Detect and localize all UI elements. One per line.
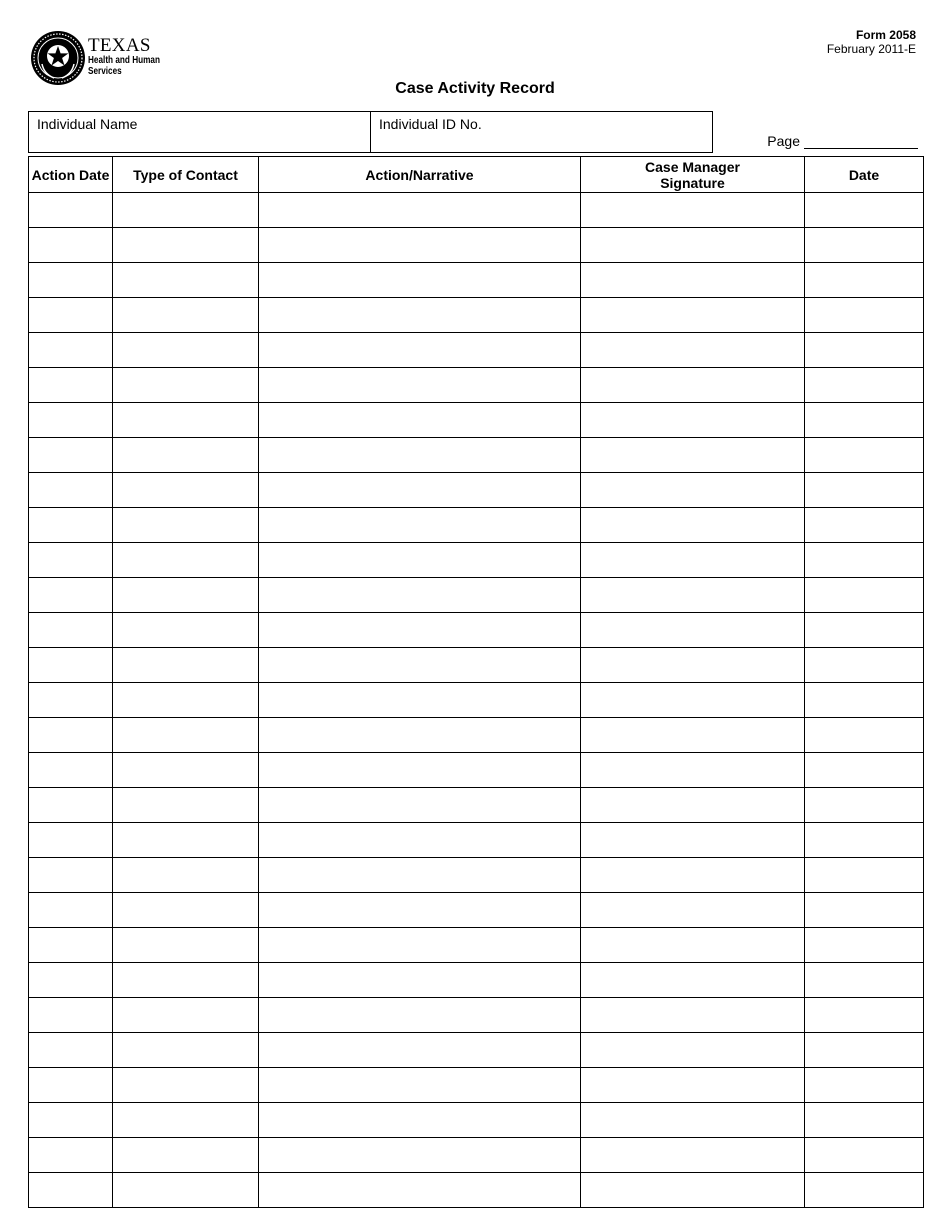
action-date-cell[interactable] [29, 718, 113, 753]
case-manager-signature-cell[interactable] [581, 193, 805, 228]
type-of-contact-cell[interactable] [113, 683, 259, 718]
page-label: Page [767, 133, 800, 149]
type-of-contact-cell[interactable] [113, 578, 259, 613]
date-cell[interactable] [805, 998, 924, 1033]
action-narrative-cell[interactable] [259, 753, 581, 788]
table-row [29, 543, 924, 578]
table-row [29, 403, 924, 438]
table-row [29, 508, 924, 543]
action-narrative-cell[interactable] [259, 263, 581, 298]
action-date-cell[interactable] [29, 788, 113, 823]
case-manager-signature-cell[interactable] [581, 1068, 805, 1103]
case-manager-signature-cell[interactable] [581, 683, 805, 718]
action-date-cell[interactable] [29, 263, 113, 298]
action-narrative-cell[interactable] [259, 1103, 581, 1138]
case-manager-signature-cell[interactable] [581, 998, 805, 1033]
case-manager-signature-cell[interactable] [581, 578, 805, 613]
action-date-cell[interactable] [29, 683, 113, 718]
action-narrative-cell[interactable] [259, 403, 581, 438]
individual-id-field[interactable] [370, 112, 712, 152]
type-of-contact-cell[interactable] [113, 893, 259, 928]
action-narrative-cell[interactable] [259, 543, 581, 578]
date-cell[interactable] [805, 753, 924, 788]
action-date-cell[interactable] [29, 998, 113, 1033]
action-narrative-cell[interactable] [259, 823, 581, 858]
column-header-action-date: Action Date [29, 157, 113, 193]
table-row [29, 1068, 924, 1103]
action-date-cell[interactable] [29, 508, 113, 543]
type-of-contact-cell[interactable] [113, 438, 259, 473]
table-row [29, 998, 924, 1033]
case-manager-signature-cell[interactable] [581, 1033, 805, 1068]
table-row [29, 298, 924, 333]
table-row [29, 578, 924, 613]
case-manager-signature-cell[interactable] [581, 543, 805, 578]
type-of-contact-cell[interactable] [113, 823, 259, 858]
date-cell[interactable] [805, 263, 924, 298]
action-date-cell[interactable] [29, 928, 113, 963]
column-header-case-manager-signature [581, 157, 805, 193]
column-header-type-of-contact: Type of Contact [113, 157, 259, 193]
case-manager-signature-cell[interactable] [581, 788, 805, 823]
agency-subname-2: Services [88, 66, 122, 77]
action-narrative-cell[interactable] [259, 508, 581, 543]
action-narrative-cell[interactable] [259, 1068, 581, 1103]
action-date-cell[interactable] [29, 298, 113, 333]
case-manager-signature-cell[interactable] [581, 823, 805, 858]
date-cell[interactable] [805, 823, 924, 858]
case-manager-signature-cell[interactable] [581, 858, 805, 893]
page-number-field [767, 131, 918, 149]
action-date-cell[interactable] [29, 403, 113, 438]
action-narrative-cell[interactable] [259, 1138, 581, 1173]
action-narrative-cell[interactable] [259, 858, 581, 893]
action-narrative-cell[interactable] [259, 613, 581, 648]
table-row [29, 788, 924, 823]
type-of-contact-cell[interactable] [113, 508, 259, 543]
table-row [29, 333, 924, 368]
table-row [29, 368, 924, 403]
case-manager-signature-cell[interactable] [581, 1138, 805, 1173]
table-row [29, 193, 924, 228]
date-cell[interactable] [805, 1173, 924, 1208]
case-manager-signature-cell[interactable] [581, 1173, 805, 1208]
action-narrative-cell[interactable] [259, 1033, 581, 1068]
individual-name-field[interactable] [29, 112, 370, 152]
date-cell[interactable] [805, 1068, 924, 1103]
table-row [29, 823, 924, 858]
date-cell[interactable] [805, 228, 924, 263]
table-row [29, 1103, 924, 1138]
type-of-contact-cell[interactable] [113, 543, 259, 578]
date-cell[interactable] [805, 1033, 924, 1068]
type-of-contact-cell[interactable] [113, 263, 259, 298]
date-cell[interactable] [805, 613, 924, 648]
case-manager-signature-cell[interactable] [581, 613, 805, 648]
column-header-case-manager-line1: Case Manager [645, 158, 740, 175]
date-cell[interactable] [805, 858, 924, 893]
action-date-cell[interactable] [29, 543, 113, 578]
action-date-cell[interactable] [29, 193, 113, 228]
date-cell[interactable] [805, 578, 924, 613]
table-row [29, 893, 924, 928]
action-date-cell[interactable] [29, 613, 113, 648]
date-cell[interactable] [805, 648, 924, 683]
case-manager-signature-cell[interactable] [581, 333, 805, 368]
form-identifier [827, 28, 916, 56]
action-date-cell[interactable] [29, 858, 113, 893]
table-row [29, 928, 924, 963]
table-row [29, 858, 924, 893]
case-manager-signature-cell[interactable] [581, 753, 805, 788]
action-date-cell[interactable] [29, 228, 113, 263]
table-body [29, 193, 924, 1208]
table-row [29, 228, 924, 263]
column-header-case-manager-line2: Signature [660, 174, 725, 191]
type-of-contact-cell[interactable] [113, 193, 259, 228]
type-of-contact-cell[interactable] [113, 1103, 259, 1138]
type-of-contact-cell[interactable] [113, 788, 259, 823]
case-manager-signature-cell[interactable] [581, 928, 805, 963]
agency-name: TEXAS [88, 35, 151, 56]
action-date-cell[interactable] [29, 963, 113, 998]
type-of-contact-cell[interactable] [113, 368, 259, 403]
action-date-cell[interactable] [29, 753, 113, 788]
type-of-contact-cell[interactable] [113, 928, 259, 963]
action-date-cell[interactable] [29, 333, 113, 368]
action-narrative-cell[interactable] [259, 718, 581, 753]
case-manager-signature-cell[interactable] [581, 368, 805, 403]
date-cell[interactable] [805, 368, 924, 403]
case-manager-signature-cell[interactable] [581, 718, 805, 753]
action-narrative-cell[interactable] [259, 473, 581, 508]
date-cell[interactable] [805, 893, 924, 928]
action-narrative-cell[interactable] [259, 333, 581, 368]
case-activity-table [28, 156, 924, 1208]
action-narrative-cell[interactable] [259, 193, 581, 228]
texas-star-seal-icon [30, 30, 86, 86]
case-manager-signature-cell[interactable] [581, 1103, 805, 1138]
type-of-contact-cell[interactable] [113, 858, 259, 893]
type-of-contact-cell[interactable] [113, 718, 259, 753]
action-date-cell[interactable] [29, 1103, 113, 1138]
date-cell[interactable] [805, 1103, 924, 1138]
action-narrative-cell[interactable] [259, 893, 581, 928]
date-cell[interactable] [805, 193, 924, 228]
type-of-contact-cell[interactable] [113, 473, 259, 508]
form-number: Form 2058 [855, 28, 916, 42]
case-manager-signature-cell[interactable] [581, 263, 805, 298]
action-date-cell[interactable] [29, 368, 113, 403]
type-of-contact-cell[interactable] [113, 998, 259, 1033]
type-of-contact-cell[interactable] [113, 963, 259, 998]
case-manager-signature-cell[interactable] [581, 473, 805, 508]
table-row [29, 1138, 924, 1173]
table-row [29, 1173, 924, 1208]
action-narrative-cell[interactable] [259, 298, 581, 333]
table-row [29, 473, 924, 508]
case-manager-signature-cell[interactable] [581, 963, 805, 998]
table-row [29, 963, 924, 998]
type-of-contact-cell[interactable] [113, 1068, 259, 1103]
table-row [29, 1033, 924, 1068]
table-row [29, 263, 924, 298]
date-cell[interactable] [805, 683, 924, 718]
individual-id-label: Individual ID No. [379, 116, 482, 132]
column-header-date: Date [805, 157, 924, 193]
table-row [29, 438, 924, 473]
action-date-cell[interactable] [29, 648, 113, 683]
action-narrative-cell[interactable] [259, 998, 581, 1033]
action-narrative-cell[interactable] [259, 1173, 581, 1208]
case-manager-signature-cell[interactable] [581, 438, 805, 473]
type-of-contact-cell[interactable] [113, 228, 259, 263]
date-cell[interactable] [805, 1138, 924, 1173]
date-cell[interactable] [805, 298, 924, 333]
table-row [29, 613, 924, 648]
action-date-cell[interactable] [29, 1138, 113, 1173]
action-date-cell[interactable] [29, 823, 113, 858]
action-narrative-cell[interactable] [259, 963, 581, 998]
type-of-contact-cell[interactable] [113, 298, 259, 333]
date-cell[interactable] [805, 333, 924, 368]
type-of-contact-cell[interactable] [113, 613, 259, 648]
date-cell[interactable] [805, 473, 924, 508]
table-row [29, 753, 924, 788]
form-revision: February 2011-E [826, 42, 916, 56]
type-of-contact-cell[interactable] [113, 333, 259, 368]
type-of-contact-cell[interactable] [113, 1033, 259, 1068]
action-date-cell[interactable] [29, 1068, 113, 1103]
action-date-cell[interactable] [29, 578, 113, 613]
action-narrative-cell[interactable] [259, 438, 581, 473]
table-row [29, 648, 924, 683]
action-date-cell[interactable] [29, 893, 113, 928]
case-manager-signature-cell[interactable] [581, 648, 805, 683]
type-of-contact-cell[interactable] [113, 648, 259, 683]
case-manager-signature-cell[interactable] [581, 403, 805, 438]
page-number-input[interactable] [804, 131, 918, 149]
type-of-contact-cell[interactable] [113, 403, 259, 438]
date-cell[interactable] [805, 403, 924, 438]
case-manager-signature-cell[interactable] [581, 228, 805, 263]
date-cell[interactable] [805, 508, 924, 543]
case-manager-signature-cell[interactable] [581, 893, 805, 928]
individual-name-label: Individual Name [37, 116, 138, 132]
action-narrative-cell[interactable] [259, 788, 581, 823]
action-date-cell[interactable] [29, 438, 113, 473]
table-row [29, 683, 924, 718]
agency-subname: Health and Human [88, 55, 160, 66]
date-cell[interactable] [805, 438, 924, 473]
date-cell[interactable] [805, 928, 924, 963]
case-manager-signature-cell[interactable] [581, 508, 805, 543]
date-cell[interactable] [805, 963, 924, 998]
type-of-contact-cell[interactable] [113, 1173, 259, 1208]
individual-info-box [28, 111, 713, 153]
action-date-cell[interactable] [29, 1173, 113, 1208]
action-narrative-cell[interactable] [259, 368, 581, 403]
date-cell[interactable] [805, 718, 924, 753]
table-header-row [29, 157, 924, 193]
type-of-contact-cell[interactable] [113, 1138, 259, 1173]
table-row [29, 718, 924, 753]
action-narrative-cell[interactable] [259, 648, 581, 683]
action-narrative-cell[interactable] [259, 578, 581, 613]
date-cell[interactable] [805, 788, 924, 823]
type-of-contact-cell[interactable] [113, 753, 259, 788]
action-date-cell[interactable] [29, 473, 113, 508]
agency-name-block [88, 36, 176, 77]
document-title: Case Activity Record [395, 80, 555, 97]
column-header-action-narrative: Action/Narrative [259, 157, 581, 193]
case-manager-signature-cell[interactable] [581, 298, 805, 333]
action-narrative-cell[interactable] [259, 928, 581, 963]
date-cell[interactable] [805, 543, 924, 578]
action-narrative-cell[interactable] [259, 228, 581, 263]
action-narrative-cell[interactable] [259, 683, 581, 718]
action-date-cell[interactable] [29, 1033, 113, 1068]
